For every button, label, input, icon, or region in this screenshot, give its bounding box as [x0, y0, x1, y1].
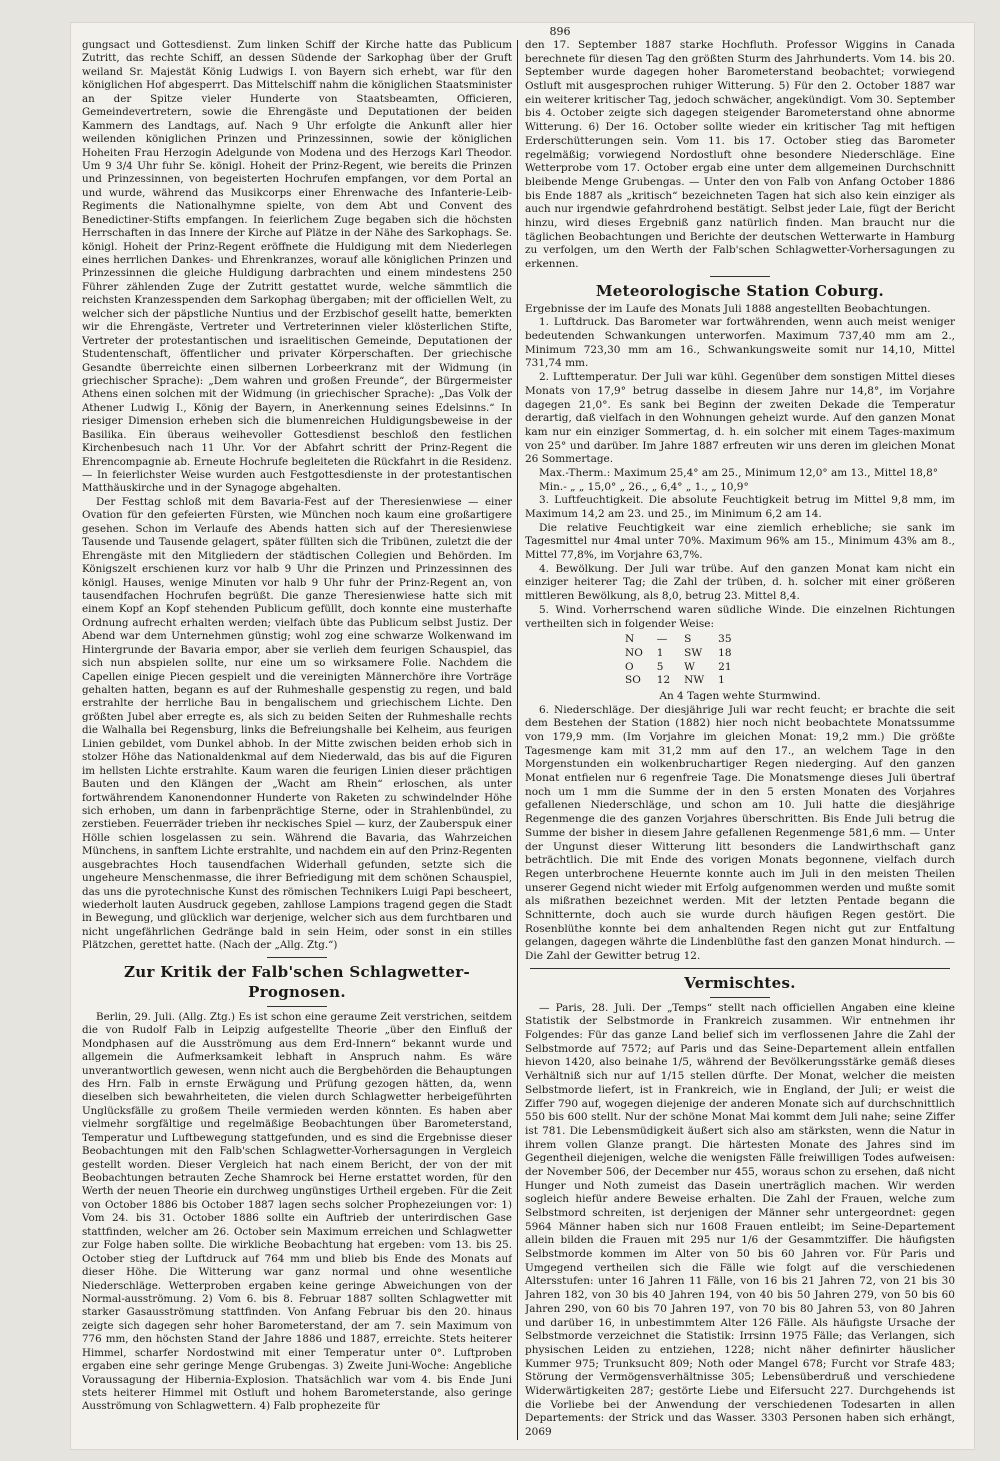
wind-count: 1: [718, 674, 725, 687]
met-item: 1. Luftdruck. Das Barometer war fortwährenden, wenn auch meist weniger bedeutenden Schwankungen unterworfen. Maximum 737,40 mm am 2., Minimum 723,30 mm am 16., Schwankungsweite somit nur 14,10, Mittel 731,74 mm.: [525, 316, 955, 370]
section-rule: [710, 276, 770, 277]
wind-count: 35: [718, 633, 732, 646]
met-item: 3. Luftfeuchtigkeit. Die absolute Feuchtigkeit betrug im Mittel 9,8 mm, im Maximum 14,2 am 23. und 25., im Minimum 6,2 am 14.: [525, 494, 955, 520]
wind-table: [625, 633, 746, 688]
section-rule: [710, 997, 770, 998]
wind-dir: NO: [625, 646, 643, 659]
wind-dir: W: [684, 660, 695, 673]
newspaper-page: [70, 22, 975, 1450]
left-column: [82, 39, 512, 1444]
table-row: [625, 647, 746, 661]
wind-dir: S: [684, 633, 692, 646]
wind-count: 12: [656, 674, 671, 687]
wind-dir: SW: [684, 646, 703, 659]
wind-count: —: [656, 633, 668, 646]
wind-count: 18: [718, 646, 732, 659]
falb-heading: Zur Kritik der Falb'schen Schlagwetter-Prognosen.: [124, 962, 470, 1001]
article-paragraph: Der Festtag schloß mit dem Bavaria-Fest auf der Theresienwiese — einer Ovation für den gefeierten Fürsten, wie München noch kaum eine großartigere gesehen. Schon im Verlaufe des Abends hatten sich auf der Theresienwiese Tausende und Tausende gelagert, später füllten sich die Tribünen, zuletzt die der Ehrengäste mit den Mitgliedern der städtischen Collegien und Behörden. Im Königszelt erschienen kurz vor halb 9 Uhr die Prinzen und Prinzessinnen des königl. Hauses, wenige Minuten vor halb 9 Uhr fuhr der Prinz-Regent an, von tausendfachen Hochrufen begrüßt. Die ganze Theresienwiese hatte sich mit einem Kopf an Kopf stehenden Publicum gefüllt, doch konnte eine musterhafte Ordnung aufrecht erhalten werden; vielfach übte das Publicum selbst Justiz. Der Abend war dem Unternehmen günstig; wohl zog eine schwarze Wolkenwand im Hintergrunde der Bavaria empor, aber sie verlieh dem feurigen Schauspiel, das sich nun abspielen sollte, nur eine um so wirksamere Folie. Nachdem die Capellen einige Piecen gespielt und die vereinigten Männerchöre ihre Vorträge gehalten hatten, begann es auf der Ruhmeshalle gespenstig zu regen, und bald erstrahlte der herrliche Bau in bengalischem und griechischem Lichte. Den größten Jubel aber erregte es, als sich zu beiden Seiten der Ruhmeshalle rechts die Walhalla bei Regensburg, links die Befreiungshalle bei Kelheim, aus feurigen Linien gebildet, vom Dunkel abhob. In der Mitte zwischen beiden erhob sich in stolzer Höhe das Nationaldenkmal auf dem Niederwald, das bis auf die Figuren im hellsten Lichte erstrahlte. Kaum waren die feurigen Linien dieser prächtigen Bauten und den Klängen der „Wacht am Rhein“ erloschen, als unter fortwährendem Kanonendonner Hunderte von Raketen zu schwindelnder Höhe sich erhoben, um dann in farbenprächtige Sterne, oder in Strahlenbündel, zu zerstieben. Feuerräder trieben ihr neckisches Spiel — kurz, der Zauberspuk einer Hölle schien losgelassen zu sein. Während die Bavaria, das Wahrzeichen Münchens, in sanftem Lichte erstrahlte, und nachdem ein auf den Prinz-Regenten ausgebrachtes Hoch tausendfachen Widerhall gefunden, setzte sich die ungeheure Menschenmasse, die ihrer Befriedigung mit dem schönen Schauspiel, das uns die pyrotechnische Kunst des römischen Technikers Luigi Papi bescheert, wiederholt lauten Ausdruck gegeben, zahllose Lampions tragend gegen die Stadt in Bewegung, und glücklich war derjenige, welcher sich aus dem furchtbaren und nicht ungefährlichen Gedränge bald in sein Heim, oder sonst in ein stilles Plätzchen, gerettet hatte. (Nach der „Allg. Ztg.“): [82, 495, 512, 952]
table-row: [625, 674, 746, 688]
storm-note: An 4 Tagen wehte Sturmwind.: [659, 689, 821, 702]
falb-paragraph: Berlin, 29. Juli. (Allg. Ztg.) Es ist schon eine geraume Zeit verstrichen, seitdem die von Rudolf Falb in Leipzig aufgestellte Theorie „über den Einfluß der Mondphasen auf die Ausströmung aus dem Erd-Innern“ bekannt wurde und allgemein die Aufmerksamkeit lebhaft in Anspruch nahm. Es wäre unverantwortlich gewesen, wenn nicht auch die Bergbehörden die Behauptungen des Hrn. Falb in ernste Erwägung und Prüfung gezogen hätten, da, wenn dieselben sich bewahrheiteten, die vielen durch Schlagwetter herbeigeführten Unglücksfälle zu großem Theile vermieden werden könnten. Es haben aber vielmehr sorgfältige und regelmäßige Beobachtungen über Barometerstand, Temperatur und Luftbewegung stattgefunden, und es sind die Ergebnisse dieser Beobachtungen mit den Falb'schen Schlagwetter-Vorhersagungen in Vergleich gestellt worden. Dieser Vergleich hat nach einem Bericht, der von der mit Beobachtungen betrauten Zeche Shamrock bei Herne erstattet worden, für den Werth der neuen Theorie ein durchweg ungünstiges Urtheil ergeben. Für die Zeit von October 1886 bis October 1887 lagen sechs solcher Prophezeiungen vor: 1) Vom 24. bis 31. October 1886 sollte ein Auftrieb der unterirdischen Gase stattfinden, welcher am 26. October sein Maximum erreichen und Schlagwetter zur Folge haben sollte. Die wirkliche Beobachtung hat ergeben: vom 13. bis 25. October stieg der Luftdruck auf 764 mm und blieb bis Ende des Monats auf dieser Höhe. Die Witterung war ganz normal und ohne wesentliche Niederschläge. Wetterproben ergaben keine geringe Abweichungen von der Normal-ausströmung. 2) Vom 6. bis 8. Februar 1887 sollten Schlagwetter mit starker Gasausströmung stattfinden. Von Anfang Februar bis den 20. hinaus zeigte sich dagegen sehr hoher Barometerstand, der am 7. sein Maximum von 776 mm, den höchsten Stand der Jahre 1886 und 1887, erreichte. Stets heiterer Himmel, scharfer Nordostwind mit einer Temperatur unter 0°. Luftproben ergaben eine sehr geringe Menge Grubengas. 3) Zweite Juni-Woche: Angebliche Voraussagung der Hibernia-Explosion. Thatsächlich war vom 4. bis Ende Juni stets heiterer Himmel mit Ostluft und hohem Barometerstande, also geringe Ausströmung von Schlagwettern. 4) Falb prophezeite für: [82, 1010, 512, 1413]
meteorology-intro: Ergebnisse der im Laufe des Monats Juli 1888 angestellten Beobachtungen.: [525, 302, 931, 315]
met-item: Max.-Therm.: Maximum 25,4° am 25., Minimum 12,0° am 13., Mittel 18,8°: [539, 466, 939, 479]
met-item: Die relative Feuchtigkeit war eine ziemlich erhebliche; sie sank im Tagesmittel nur 4mal unter 70%. Maximum 96% am 15., Minimum 43% am 8., Mittel 77,8%, im Vorjahre 63,7%.: [525, 521, 955, 562]
misc-paragraph: — Paris, 28. Juli. Der „Temps“ stellt nach officiellen Angaben eine kleine Statistik der Selbstmorde in Frankreich zusammen. Wir entnehmen ihr Folgendes: Für das ganze Land belief sich im verflossenen Jahre die Zahl der Selbstmorde auf 7572; auf Paris und das Seine-Departement allein entfallen hievon 1420, also beinahe 1/5, während der Bevölkerungsstärke gemäß dieses Verhältniß sich nur auf 1/15 stellen dürfte. Der Monat, welcher die meisten Selbstmorde liefert, ist in Frankreich, wie in England, der Juli; er weist die Ziffer 790 auf, wogegen diejenige der anderen Monate sich auf durchschnittlich 550 bis 600 stellt. Nur der schöne Monat Mai kommt dem Juli nahe; seine Ziffer ist 781. Die Lebensmüdigkeit äußert sich also am stärksten, wenn die Natur in ihrem vollen Glanze prangt. Die härtesten Monate des Jahres sind im Gegentheil diejenigen, welche die wenigsten Fälle freiwilligen Todes aufweisen: der November 506, der December nur 455, woraus schon zu ersehen, daß nicht Hunger und Noth zumeist das Dasein unerträglich machen. Wir werden sogleich hiefür andere Beweise erhalten. Die Zahl der Frauen, welche zum Selbstmord schreiten, ist derjenigen der Männer sehr untergeordnet: gegen 5964 Männer haben sich nur 1608 Frauen entleibt; im Seine-Departement allein bilden die Frauen mit 295 nur 1/6 der Gesammtziffer. Die häufigsten Selbstmorde kommen im Alter von 50 bis 60 Jahren vor. Für Paris und Umgegend vertheilen sich die Fälle wie folgt auf die verschiedenen Altersstufen: unter 16 Jahren 11 Fälle, von 16 bis 21 Jahren 72, von 21 bis 30 Jahren 182, von 30 bis 40 Jahren 194, von 40 bis 50 Jahren 279, von 50 bis 60 Jahren 290, von 60 bis 70 Jahren 197, von 70 bis 80 Jahren 53, von 80 Jahren und darüber 16, in unbestimmtem Alter 126 Fälle. Als häufigste Ursache der Selbstmorde verzeichnet die Statistik: Irrsinn 1975 Fälle; das Verlangen, sich physischen Leiden zu entziehen, 1228; nicht näher definirter häuslicher Kummer 975; Trunksucht 809; Noth oder Mangel 678; Furcht vor Strafe 483; Störung der Vermögensverhältnisse 305; Lebensüberdruß und verschiedene Widerwärtigkeiten 287; gestörte Liebe und Eifersucht 227. Durchgehends ist die Vorliebe bei der Anwendung der verschiedenen Todesarten in allen Departements: der Strick und das Wasser. 3303 Personen haben sich erhängt, 2069: [525, 1001, 955, 1438]
met-item: 5. Wind. Vorherrschend waren südliche Winde. Die einzelnen Richtungen vertheilten sich in folgender Weise:: [525, 603, 955, 630]
meteorology-heading: Meteorologische Station Coburg.: [595, 281, 885, 300]
met-rain: 6. Niederschläge. Der diesjährige Juli war recht feucht; er brachte die seit dem Bestehen der Station (1882) hier noch nicht beobachtete Monatssumme von 179,9 mm. (Im Vorjahre im gleichen Monat: 19,2 mm.) Die größte Tagesmenge kam mit 31,2 mm auf den 17., an welchem Tage in den Morgenstunden ein wolkenbruchartiger Regen niederging. Auf den ganzen Monat entfielen nur 6 regenfreie Tage. Die Monatsmenge dieses Juli übertraf noch um 1 mm die Summe der in den 5 ersten Monaten des Vorjahres gefallenen Niederschläge, und schon am 10. Juli hatte die diesjährige Regenmenge die des ganzen Vorjahres überschritten. Bis Ende Juli betrug die Summe der bisher in diesem Jahre gefallenen Regenmenge 581,6 mm. — Unter der Ungunst dieser Witterung litt besonders die Landwirthschaft ganz beträchtlich. Die mit Ende des vorigen Monats begonnene, vielfach durch Regen unterbrochene Heuernte konnte auch im Juli in den meisten Theilen unserer Gegend nicht wieder mit Erfolg aufgenommen werden und mußte somit als mißrathen bezeichnet werden. Mit der letzten Pentade begann die Schnitternte, doch auch sie wurde durch häufigen Regen gestört. Die Rosenblüthe konnte bei dem anhaltenden Regen nicht gut zur Entfaltung gelangen, dagegen währte die Lindenblüthe fast den ganzen Monat hindurch. — Die Zahl der Gewitter betrug 12.: [525, 703, 955, 962]
wind-dir: N: [625, 633, 635, 646]
table-row: [625, 633, 746, 647]
section-rule: [530, 968, 950, 969]
column-divider: [517, 40, 518, 1440]
section-rule: [267, 957, 327, 958]
falb-continuation: den 17. September 1887 starke Hochfluth. Professor Wiggins in Canada berechnete für diesen Tag den größten Sturm des Jahrhunderts. Vom 14. bis 20. September wurde dagegen hoher Barometerstand beobachtet; vorwiegend Ostluft mit ausgesprochen ruhiger Witterung. 5) Für den 2. October 1887 war ein weiterer kritischer Tag, jedoch schwächer, angekündigt. Vom 30. September bis 4. October zeigte sich dagegen steigender Barometerstand ohne abnorme Witterung. 6) Der 16. October sollte wieder ein kritischer Tag mit heftigen Erderschütterungen sein. Vom 11. bis 17. October stieg das Barometer regelmäßig; vorwiegend Nordostluft ohne besondere Niederschläge. Eine Wetterprobe vom 17. October ergab eine unter dem allgemeinen Durchschnitt bleibende Menge Grubengas. — Unter den von Falb von Anfang October 1886 bis Ende 1887 als „kritisch“ bezeichneten Tagen hat sich also kein einziger als auch nur irgendwie gefahrdrohend bestätigt. Selbst jeder Laie, fügt der Bericht hinzu, wird dieses Ergebniß ganz natürlich finden. Man braucht nur die täglichen Beobachtungen und Berichte der deutschen Wetterwarte in Hamburg zu verfolgen, um den Werth der Falb'schen Schlagwetter-Vorhersagungen zu erkennen.: [525, 39, 955, 270]
met-item: 4. Bewölkung. Der Juli war trübe. Auf den ganzen Monat kam nicht ein einziger heiterer Tag; die Zahl der trüben, d. h. solcher mit einer größeren mittleren Bewölkung, als 8,0, betrug 23. Mittel 8,4.: [525, 562, 955, 603]
article-paragraph: gungsact und Gottesdienst. Zum linken Schiff der Kirche hatte das Publicum Zutritt, das rechte Schiff, an dessen Südende der Sarkophag über der Gruft weiland Sr. Majestät König Ludwigs I. von Bayern sich erhebt, war für den königlichen Hof abgesperrt. Das Mittelschiff nahm die königlichen Staatsminister an der Spitze vieler Hunderte von Staatsbeamten, Officieren, Gemeindevertretern, sowie die Ehrengäste und Deputationen der beiden Kammern des Landtags, auf. Nach 9 Uhr erfolgte die Ankunft aller hier weilenden königlichen Prinzen und Prinzessinnen, sowie der königlichen Hoheiten Frau Herzogin Adelgunde von Modena und des Herzogs Karl Theodor. Um 9 3/4 Uhr fuhr Se. königl. Hoheit der Prinz-Regent, wie bereits die Prinzen und Prinzessinnen, von begeisterten Hochrufen empfangen, vor dem Portal an und wurde, während das Musikcorps einer Ehrenwache des Infanterie-Leib-Regiments die Nationalhymne spielte, von dem Abt und Convent des Benedictiner-Stifts empfangen. In feierlichem Zuge begaben sich die höchsten Herrschaften in das Innere der Kirche auf Plätze in der Nähe des Sarkophags. Se. königl. Hoheit der Prinz-Regent eröffnete die Huldigung mit dem Niederlegen eines herrlichen Dankes- und Ehrenkranzes, worauf alle königlichen Prinzen und Prinzessinnen die gleiche Huldigung darbrachten und einem mindestens 250 Führer zählenden Zuge der Zutritt gestattet wurde, welche sämmtlich die reichsten Kranzesspenden dem Sarkophag übergaben; mit der officiellen Welt, zu welcher sich der päpstliche Nuntius und der Erzbischof gesellt hatte, bemerkten wir die Ehrengäste, Vertreter und Vertreterinnen vieler klösterlichen Stifte, Vertreter der protestantischen und israelitischen Gemeinde, Deputationen der Studentenschaft, öffentlicher und privater Körperschaften. Der griechische Gesandte überreichte einen silbernen Lorbeerkranz mit der Widmung (in griechischer Sprache): „Dem wahren und großen Freunde“, der Bürgermeister Athens einen solchen mit der Widmung (in griechischer Sprache): „Das Volk der Athener Ludwig I., König der Bayern, in Anerkennung seines Edelsinns.“ In riesiger Dimension erheben sich die blumenreichen Huldigungsbeweise in der Basilika. Ein überaus weihevoller Gottesdienst beschloß den festlichen Kirchenbesuch nach 11 Uhr. Vor der Abfahrt schritt der Prinz-Regent die Ehrencompagnie ab. Erneute Hochrufe begleiteten die Rückfahrt in die Residenz. — In feierlichster Weise wurden auch Festgottesdienste in der protestantischen Matthäuskirche und in der Synagoge abgehalten.: [82, 39, 512, 495]
wind-dir: NW: [684, 674, 705, 687]
section-rule: [267, 1006, 327, 1007]
page-number: 896: [549, 25, 571, 38]
met-item: Min.- „ „ 15,0° „ 26., „ 6,4° „ 1., „ 10,9°: [539, 480, 749, 493]
met-item: 2. Lufttemperatur. Der Juli war kühl. Gegenüber dem sonstigen Mittel dieses Monats von 17,9° betrug dasselbe in diesem Jahre nur 14,8°, im Vorjahre dagegen 21,0°. Es sank bei Beginn der zweiten Dekade die Temperatur derartig, daß vielfach in den Wohnungen geheizt wurde. Auf den ganzen Monat kam nur ein einziger Sommertag, d. h. ein solcher mit einem Tages-maximum von 25° und darüber. Im Jahre 1887 erfreuten wir uns deren im gleichen Monat 26 Sommertage.: [525, 371, 955, 466]
wind-count: 5: [656, 660, 664, 673]
right-column: [525, 39, 955, 1444]
wind-count: 1: [656, 646, 664, 659]
wind-count: 21: [718, 660, 732, 673]
table-row: [625, 661, 746, 675]
misc-heading: Vermischtes.: [684, 973, 796, 992]
wind-dir: SO: [625, 674, 641, 687]
wind-dir: O: [625, 660, 634, 673]
